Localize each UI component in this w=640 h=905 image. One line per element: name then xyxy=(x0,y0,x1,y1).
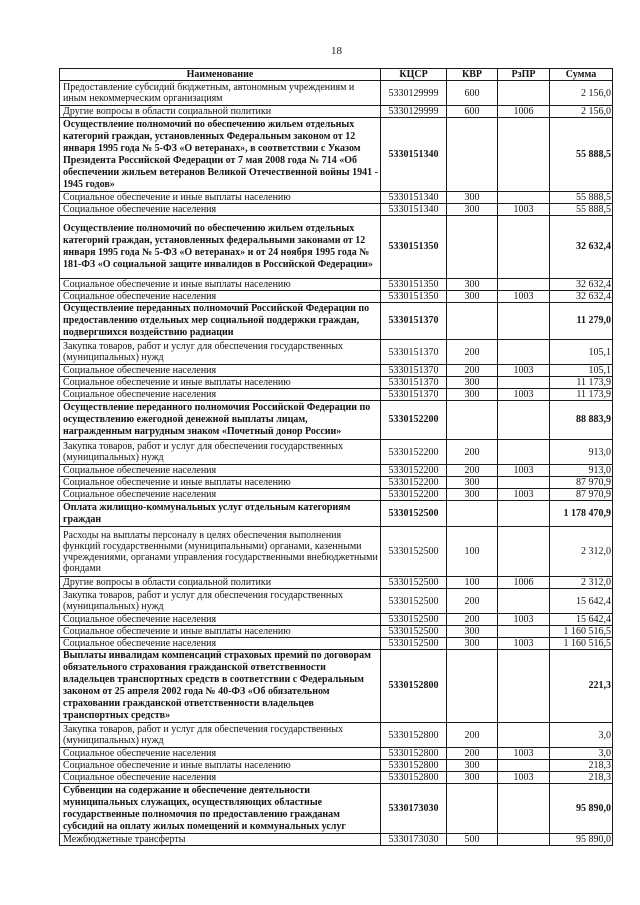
row-amount: 2 312,0 xyxy=(550,527,613,577)
row-amount: 11 173,9 xyxy=(550,377,613,389)
row-rzpr xyxy=(498,527,550,577)
table-row xyxy=(60,81,613,106)
table-row xyxy=(60,340,613,365)
row-amount: 87 970,9 xyxy=(550,489,613,501)
row-kcsr: 5330152200 xyxy=(381,401,447,440)
row-kcsr: 5330151350 xyxy=(381,291,447,303)
row-rzpr xyxy=(498,377,550,389)
table-row xyxy=(60,772,613,784)
row-kcsr: 5330152800 xyxy=(381,650,447,723)
row-kcsr: 5330151350 xyxy=(381,216,447,279)
row-kcsr: 5330152200 xyxy=(381,477,447,489)
row-rzpr xyxy=(498,626,550,638)
row-name: Социальное обеспечение и иные выплаты населению xyxy=(60,760,381,772)
table-row xyxy=(60,303,613,340)
row-kcsr: 5330151370 xyxy=(381,377,447,389)
row-rzpr: 1006 xyxy=(498,106,550,118)
row-kvr xyxy=(447,650,498,723)
table-row xyxy=(60,477,613,489)
table-body xyxy=(60,81,613,846)
row-kcsr: 5330151340 xyxy=(381,204,447,216)
table-row xyxy=(60,377,613,389)
row-amount: 32 632,4 xyxy=(550,291,613,303)
row-rzpr xyxy=(498,589,550,614)
row-rzpr xyxy=(498,279,550,291)
table-row xyxy=(60,279,613,291)
row-name: Другие вопросы в области социальной политики xyxy=(60,106,381,118)
row-kvr: 200 xyxy=(447,723,498,748)
row-rzpr xyxy=(498,303,550,340)
row-amount: 15 642,4 xyxy=(550,614,613,626)
row-amount: 1 160 516,5 xyxy=(550,638,613,650)
row-kvr: 300 xyxy=(447,477,498,489)
row-rzpr xyxy=(498,477,550,489)
row-amount: 11 173,9 xyxy=(550,389,613,401)
row-name: Осуществление переданных полномочий Российской Федерации по предоставлению отдельных мер социальной поддержки граждан, подвергшихся воздействию радиации xyxy=(60,303,381,340)
row-kvr xyxy=(447,401,498,440)
row-name: Социальное обеспечение и иные выплаты населению xyxy=(60,477,381,489)
table-row xyxy=(60,192,613,204)
row-amount: 218,3 xyxy=(550,772,613,784)
row-kvr: 600 xyxy=(447,106,498,118)
row-name: Осуществление полномочий по обеспечению жильем отдельных категорий граждан, установленных федеральными законами от 12 января 1995 года № 5-ФЗ «О ветеранах» и от 24 ноября 1995 года № 181-ФЗ «О социальной защите инвалидов в Российской Федерации» xyxy=(60,216,381,279)
table-row xyxy=(60,440,613,465)
row-name: Закупка товаров, работ и услуг для обеспечения государственных (муниципальных) нужд xyxy=(60,589,381,614)
row-name: Закупка товаров, работ и услуг для обеспечения государственных (муниципальных) нужд xyxy=(60,440,381,465)
row-kcsr: 5330152500 xyxy=(381,626,447,638)
row-amount: 913,0 xyxy=(550,465,613,477)
row-kvr xyxy=(447,118,498,192)
row-amount: 3,0 xyxy=(550,723,613,748)
row-rzpr xyxy=(498,760,550,772)
row-rzpr xyxy=(498,650,550,723)
row-amount: 2 156,0 xyxy=(550,81,613,106)
row-name: Социальное обеспечение населения xyxy=(60,291,381,303)
row-kcsr: 5330152200 xyxy=(381,465,447,477)
row-rzpr: 1003 xyxy=(498,489,550,501)
row-amount: 105,1 xyxy=(550,365,613,377)
row-amount: 218,3 xyxy=(550,760,613,772)
row-kcsr: 5330151370 xyxy=(381,340,447,365)
row-kvr: 100 xyxy=(447,577,498,589)
row-name: Социальное обеспечение населения xyxy=(60,748,381,760)
row-amount: 87 970,9 xyxy=(550,477,613,489)
row-rzpr xyxy=(498,340,550,365)
table-row xyxy=(60,401,613,440)
row-rzpr xyxy=(498,784,550,834)
table-row xyxy=(60,723,613,748)
row-amount: 95 890,0 xyxy=(550,834,613,846)
row-name: Межбюджетные трансферты xyxy=(60,834,381,846)
row-kvr: 500 xyxy=(447,834,498,846)
row-kvr: 300 xyxy=(447,489,498,501)
row-name: Закупка товаров, работ и услуг для обеспечения государственных (муниципальных) нужд xyxy=(60,340,381,365)
table-row xyxy=(60,291,613,303)
row-rzpr: 1003 xyxy=(498,772,550,784)
row-kcsr: 5330151340 xyxy=(381,118,447,192)
row-name: Другие вопросы в области социальной политики xyxy=(60,577,381,589)
row-kcsr: 5330173030 xyxy=(381,784,447,834)
row-rzpr: 1003 xyxy=(498,638,550,650)
row-kvr: 300 xyxy=(447,389,498,401)
row-name: Выплаты инвалидам компенсаций страховых премий по договорам обязательного страхования гражданской ответственности владельцев транспортных средств в соответствии с Федеральным законом от 25 апреля 2002 года № 40-ФЗ «Об обязательном страховании гражданской ответственности владельцев транспортных средств» xyxy=(60,650,381,723)
table-row xyxy=(60,760,613,772)
row-rzpr xyxy=(498,501,550,527)
row-kcsr: 5330151350 xyxy=(381,279,447,291)
row-kcsr: 5330151340 xyxy=(381,192,447,204)
row-kcsr: 5330151370 xyxy=(381,365,447,377)
row-kcsr: 5330152500 xyxy=(381,614,447,626)
row-name: Социальное обеспечение и иные выплаты населению xyxy=(60,279,381,291)
row-kcsr: 5330152800 xyxy=(381,760,447,772)
row-kvr: 300 xyxy=(447,279,498,291)
row-amount: 2 156,0 xyxy=(550,106,613,118)
row-amount: 55 888,5 xyxy=(550,118,613,192)
row-name: Социальное обеспечение населения xyxy=(60,465,381,477)
row-amount: 3,0 xyxy=(550,748,613,760)
table-row xyxy=(60,638,613,650)
row-kvr xyxy=(447,784,498,834)
row-amount: 95 890,0 xyxy=(550,784,613,834)
table-row xyxy=(60,106,613,118)
header-kcsr: КЦСР xyxy=(381,69,447,81)
row-rzpr: 1003 xyxy=(498,465,550,477)
row-amount: 55 888,5 xyxy=(550,204,613,216)
row-kcsr: 5330151370 xyxy=(381,389,447,401)
row-kvr xyxy=(447,216,498,279)
row-kvr: 200 xyxy=(447,748,498,760)
row-kvr: 200 xyxy=(447,440,498,465)
row-amount: 55 888,5 xyxy=(550,192,613,204)
table-row xyxy=(60,489,613,501)
row-kcsr: 5330152800 xyxy=(381,772,447,784)
row-kcsr: 5330129999 xyxy=(381,106,447,118)
row-kcsr: 5330129999 xyxy=(381,81,447,106)
row-name: Социальное обеспечение населения xyxy=(60,614,381,626)
header-rzpr: РзПР xyxy=(498,69,550,81)
row-name: Социальное обеспечение населения xyxy=(60,365,381,377)
row-kvr: 300 xyxy=(447,192,498,204)
row-name: Социальное обеспечение и иные выплаты населению xyxy=(60,192,381,204)
row-name: Осуществление переданного полномочия Российской Федерации по осуществлению ежегодной денежной выплаты лицам, награжденным нагрудным знаком «Почетный донор России» xyxy=(60,401,381,440)
table-row xyxy=(60,748,613,760)
row-kvr: 300 xyxy=(447,291,498,303)
row-amount: 105,1 xyxy=(550,340,613,365)
row-kvr: 300 xyxy=(447,204,498,216)
table-row xyxy=(60,204,613,216)
row-kvr: 200 xyxy=(447,465,498,477)
row-name: Социальное обеспечение населения xyxy=(60,204,381,216)
row-kvr: 300 xyxy=(447,760,498,772)
row-name: Социальное обеспечение и иные выплаты населению xyxy=(60,626,381,638)
row-amount: 88 883,9 xyxy=(550,401,613,440)
row-kcsr: 5330152500 xyxy=(381,501,447,527)
row-rzpr xyxy=(498,834,550,846)
row-kcsr: 5330152500 xyxy=(381,577,447,589)
table-row xyxy=(60,589,613,614)
table-row xyxy=(60,577,613,589)
row-amount: 913,0 xyxy=(550,440,613,465)
table-row xyxy=(60,614,613,626)
table-row xyxy=(60,626,613,638)
row-rzpr: 1006 xyxy=(498,577,550,589)
row-kvr: 200 xyxy=(447,614,498,626)
row-name: Осуществление полномочий по обеспечению жильем отдельных категорий граждан, установленных Федеральным законом от 12 января 1995 года № 5-ФЗ «О ветеранах», в соответствии с Указом Президента Российской Федерации от 7 мая 2008 года № 714 «Об обеспечении жильем ветеранов Великой Отечественной войны 1941 - 1945 годов» xyxy=(60,118,381,192)
header-name: Наименование xyxy=(60,69,381,81)
row-kvr: 200 xyxy=(447,365,498,377)
header-sum: Сумма xyxy=(550,69,613,81)
header-kvr: КВР xyxy=(447,69,498,81)
row-amount: 11 279,0 xyxy=(550,303,613,340)
row-rzpr xyxy=(498,192,550,204)
row-kvr xyxy=(447,501,498,527)
row-rzpr xyxy=(498,81,550,106)
row-rzpr xyxy=(498,723,550,748)
row-amount: 1 160 516,5 xyxy=(550,626,613,638)
row-name: Предоставление субсидий бюджетным, автономным учреждениям и иным некоммерческим организациям xyxy=(60,81,381,106)
row-kcsr: 5330152500 xyxy=(381,638,447,650)
row-kvr: 300 xyxy=(447,626,498,638)
row-rzpr: 1003 xyxy=(498,291,550,303)
row-amount: 2 312,0 xyxy=(550,577,613,589)
row-kvr xyxy=(447,303,498,340)
row-kvr: 100 xyxy=(447,527,498,577)
row-rzpr: 1003 xyxy=(498,614,550,626)
row-kcsr: 5330152500 xyxy=(381,589,447,614)
row-kvr: 200 xyxy=(447,589,498,614)
row-rzpr: 1003 xyxy=(498,748,550,760)
row-name: Закупка товаров, работ и услуг для обеспечения государственных (муниципальных) нужд xyxy=(60,723,381,748)
row-name: Оплата жилищно-коммунальных услуг отдельным категориям граждан xyxy=(60,501,381,527)
row-kvr: 300 xyxy=(447,377,498,389)
row-name: Социальное обеспечение населения xyxy=(60,489,381,501)
row-rzpr xyxy=(498,401,550,440)
row-kcsr: 5330152200 xyxy=(381,440,447,465)
row-name: Социальное обеспечение населения xyxy=(60,389,381,401)
row-kcsr: 5330151370 xyxy=(381,303,447,340)
row-name: Расходы на выплаты персоналу в целях обеспечения выполнения функций государственными (муниципальными) органами, казенными учреждениями, органами управления государственными внебюджетными фондами xyxy=(60,527,381,577)
row-name: Социальное обеспечение населения xyxy=(60,638,381,650)
row-rzpr xyxy=(498,440,550,465)
row-amount: 32 632,4 xyxy=(550,279,613,291)
row-rzpr xyxy=(498,118,550,192)
row-amount: 221,3 xyxy=(550,650,613,723)
table-row xyxy=(60,365,613,377)
table-row xyxy=(60,784,613,834)
row-amount: 1 178 470,9 xyxy=(550,501,613,527)
row-rzpr: 1003 xyxy=(498,389,550,401)
table-row xyxy=(60,834,613,846)
row-kvr: 600 xyxy=(447,81,498,106)
table-row xyxy=(60,216,613,279)
row-kcsr: 5330152500 xyxy=(381,527,447,577)
row-amount: 15 642,4 xyxy=(550,589,613,614)
row-kcsr: 5330152800 xyxy=(381,748,447,760)
row-kvr: 300 xyxy=(447,638,498,650)
row-name: Социальное обеспечение и иные выплаты населению xyxy=(60,377,381,389)
table-row xyxy=(60,650,613,723)
row-kcsr: 5330152200 xyxy=(381,489,447,501)
row-kvr: 300 xyxy=(447,772,498,784)
table-row xyxy=(60,118,613,192)
budget-table xyxy=(59,68,613,846)
page-number: 18 xyxy=(331,45,342,57)
row-rzpr: 1003 xyxy=(498,204,550,216)
table-row xyxy=(60,527,613,577)
table-row xyxy=(60,465,613,477)
row-name: Субвенции на содержание и обеспечение деятельности муниципальных служащих, осуществляющих областные государственные полномочия по предоставлению гражданам субсидий на оплату жилых помещений и коммунальных услуг xyxy=(60,784,381,834)
row-kcsr: 5330152800 xyxy=(381,723,447,748)
table-row xyxy=(60,389,613,401)
table-header-row xyxy=(60,69,613,81)
row-name: Социальное обеспечение населения xyxy=(60,772,381,784)
row-kcsr: 5330173030 xyxy=(381,834,447,846)
row-kvr: 200 xyxy=(447,340,498,365)
row-amount: 32 632,4 xyxy=(550,216,613,279)
table-row xyxy=(60,501,613,527)
row-rzpr xyxy=(498,216,550,279)
row-rzpr: 1003 xyxy=(498,365,550,377)
